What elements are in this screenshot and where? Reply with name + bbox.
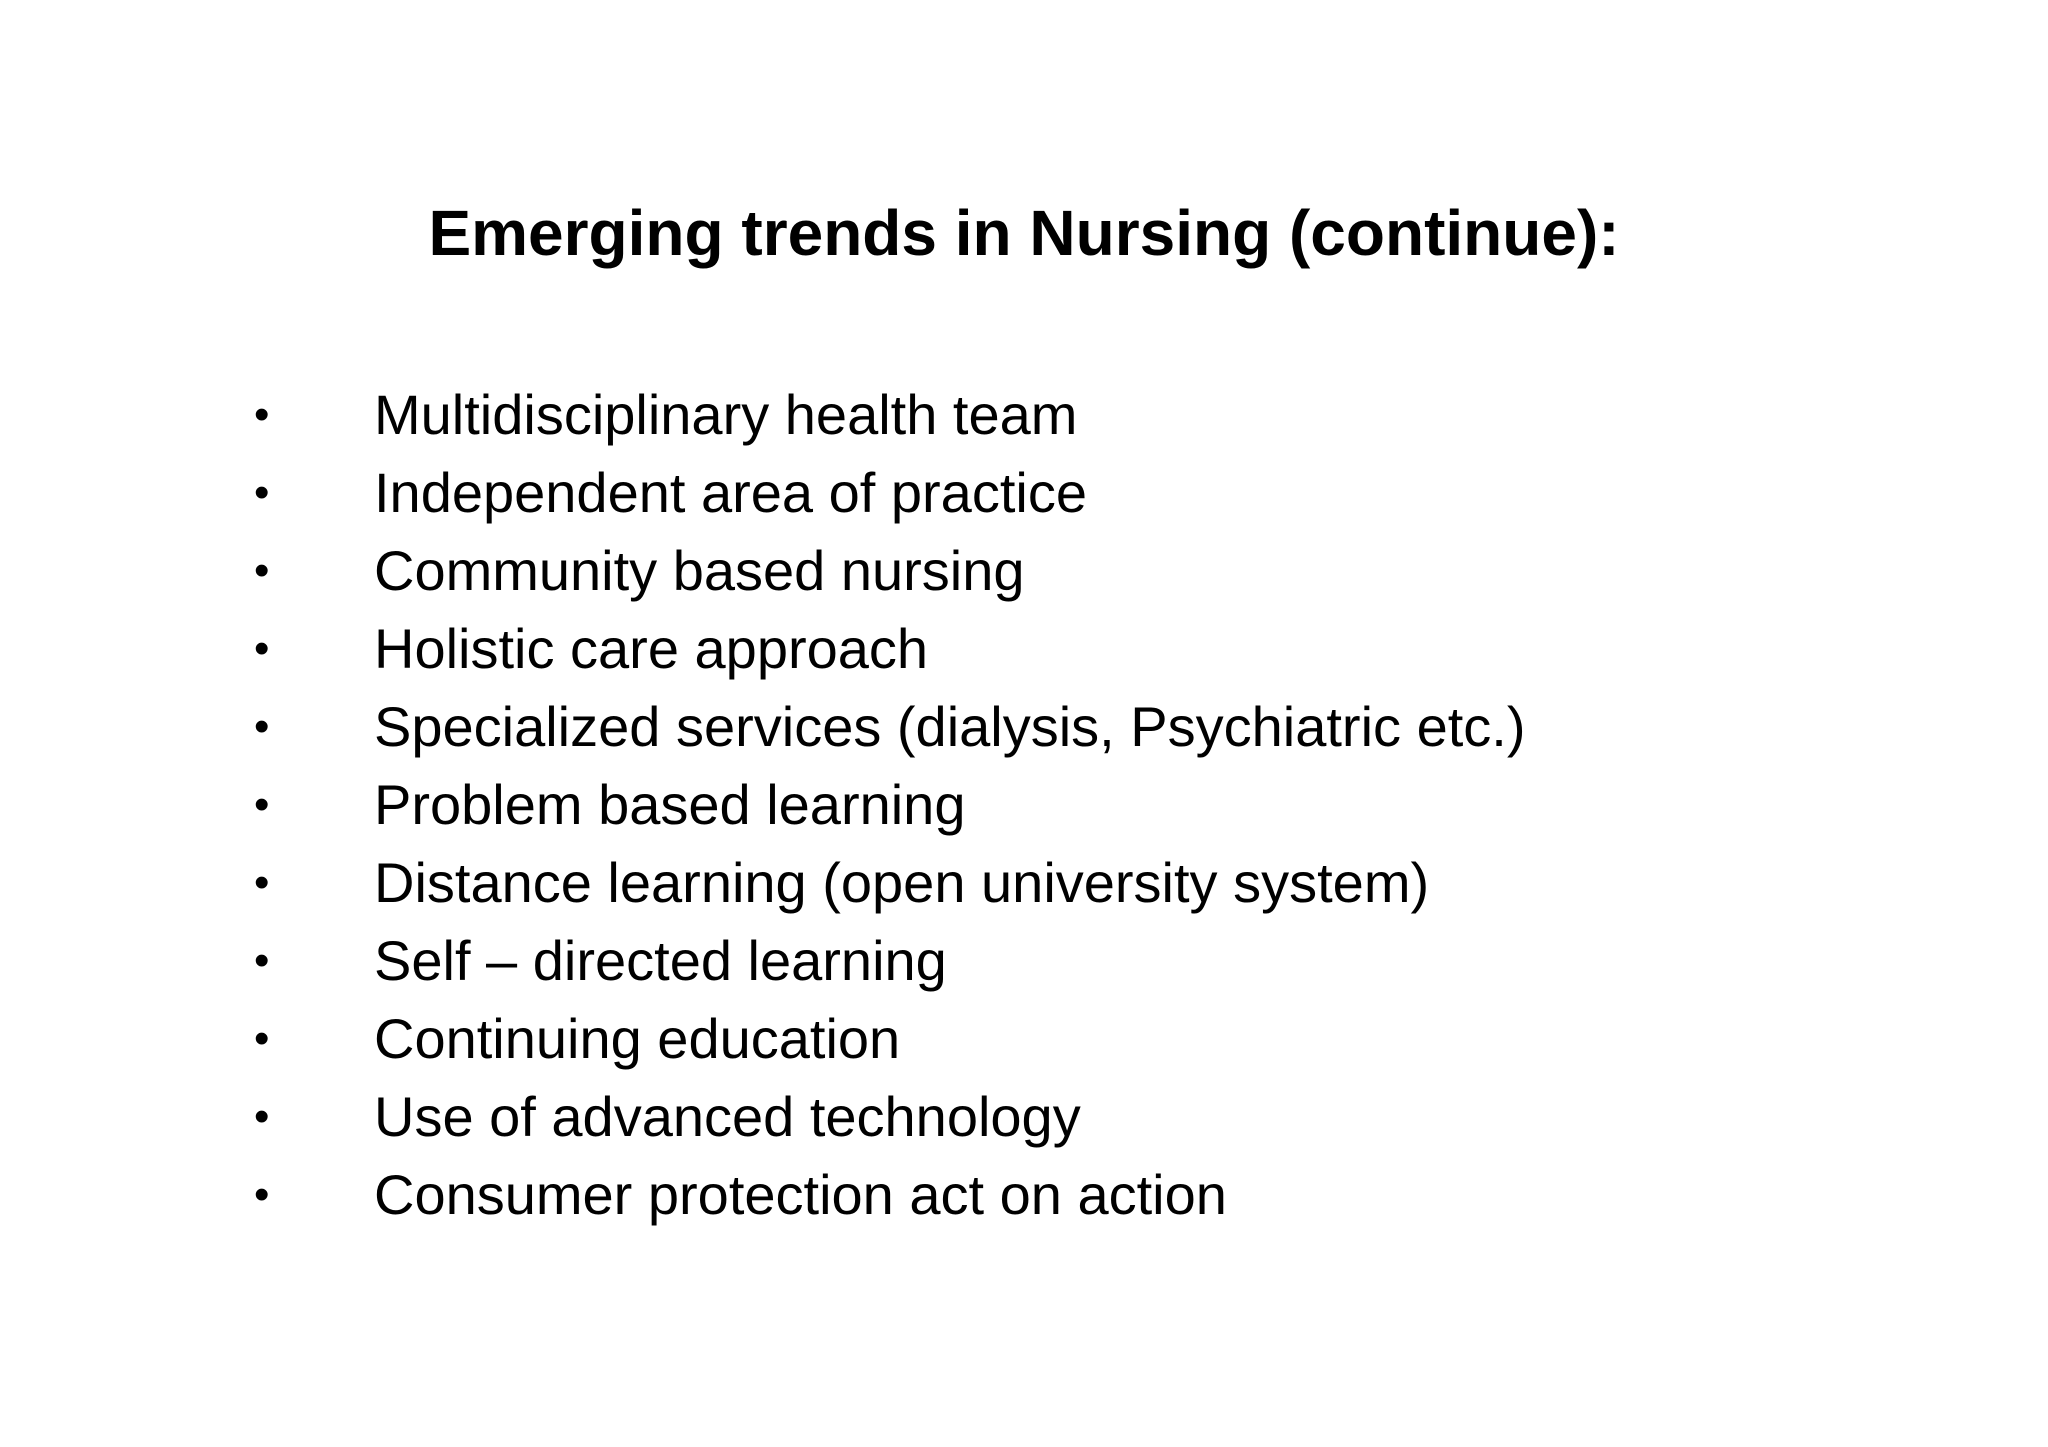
list-item-text: Consumer protection act on action xyxy=(374,1163,1227,1226)
slide-title: Emerging trends in Nursing (continue): xyxy=(428,197,1620,269)
bullet-icon: • xyxy=(254,1014,270,1063)
list-item-text: Multidisciplinary health team xyxy=(374,383,1078,446)
list-item-text: Continuing education xyxy=(374,1007,901,1070)
list-item-text: Problem based learning xyxy=(374,773,966,836)
list-item-text: Holistic care approach xyxy=(374,617,929,680)
bullet-icon: • xyxy=(254,858,270,907)
bullet-icon: • xyxy=(254,1092,270,1141)
bullet-icon: • xyxy=(254,936,270,985)
list-item-text: Independent area of practice xyxy=(374,461,1087,524)
bullet-icon: • xyxy=(254,624,270,673)
bullet-icon: • xyxy=(254,468,270,517)
list-item-text: Distance learning (open university system) xyxy=(374,851,1430,914)
list-item-text: Community based nursing xyxy=(374,539,1025,602)
list-item-text: Self – directed learning xyxy=(374,929,947,992)
bullet-icon: • xyxy=(254,390,270,439)
bullet-icon: • xyxy=(254,702,270,751)
list-item-text: Specialized services (dialysis, Psychiatric etc.) xyxy=(374,695,1526,758)
bullet-icon: • xyxy=(254,1170,270,1219)
list-item-text: Use of advanced technology xyxy=(374,1085,1081,1148)
bullet-icon: • xyxy=(254,546,270,595)
bullet-icon: • xyxy=(254,780,270,829)
